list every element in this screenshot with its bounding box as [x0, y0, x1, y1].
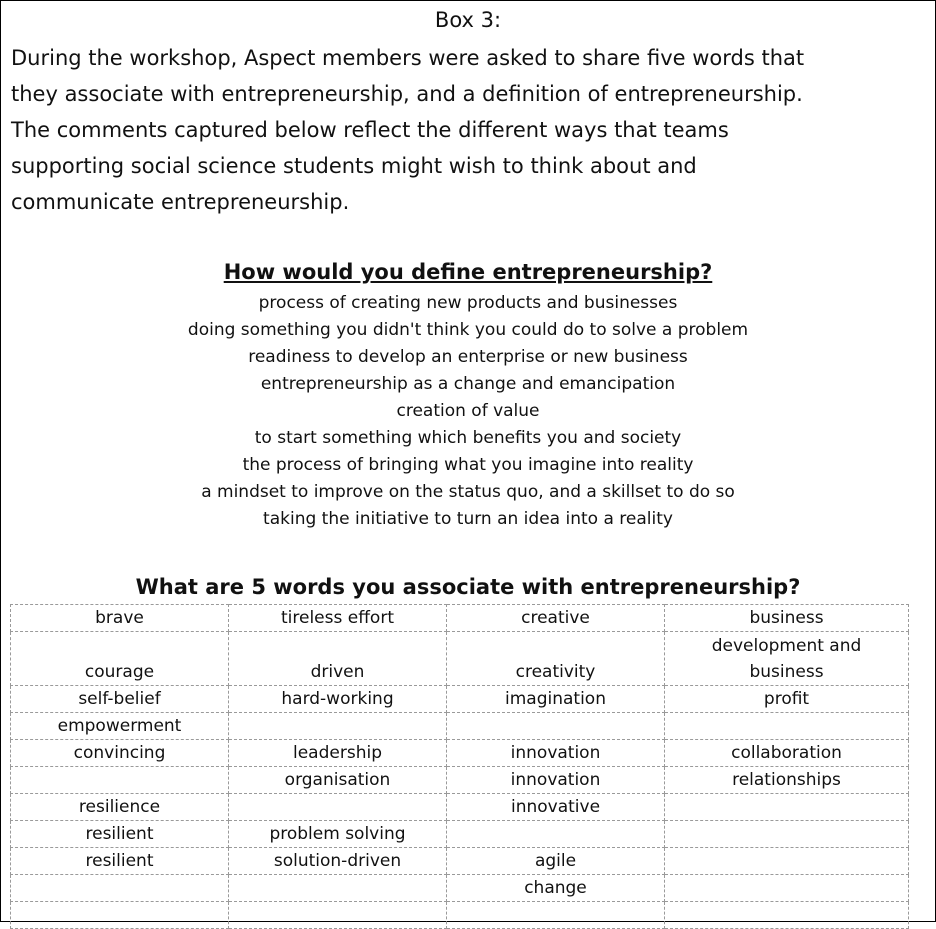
table-cell: [665, 632, 909, 686]
definition-item: doing something you didn't think you could do to solve a problem: [187, 320, 749, 340]
words-heading: What are 5 words you associate with entrepreneurship?: [135, 575, 801, 599]
table-row: [11, 902, 909, 929]
table-cell: [11, 902, 229, 929]
table-cell: [665, 794, 909, 821]
table-cell: driven: [229, 632, 447, 686]
table-cell: organisation: [229, 767, 447, 794]
intro-line: supporting social science students might wish to think about and: [11, 154, 697, 178]
table-cell: self-belief: [11, 686, 229, 713]
table-cell: [229, 875, 447, 902]
table-cell: resilience: [11, 794, 229, 821]
table-cell: [11, 875, 229, 902]
table-row: [11, 848, 909, 875]
table-cell: courage: [11, 632, 229, 686]
definition-item: taking the initiative to turn an idea into a reality: [263, 509, 673, 529]
table-cell: creative: [447, 605, 665, 632]
table-row: [11, 740, 909, 767]
table-cell: brave: [11, 605, 229, 632]
table-cell: [665, 875, 909, 902]
table-cell: change: [447, 875, 665, 902]
definition-item: a mindset to improve on the status quo, and a skillset to do so: [201, 482, 735, 502]
intro-line: During the workshop, Aspect members were asked to share five words that: [11, 46, 805, 70]
definition-item: to start something which benefits you and society: [254, 428, 682, 448]
table-row: [11, 875, 909, 902]
intro-line: they associate with entrepreneurship, and a definition of entrepreneurship.: [11, 82, 803, 106]
definition-item: process of creating new products and businesses: [258, 293, 678, 313]
table-cell: [229, 902, 447, 929]
table-cell: agile: [447, 848, 665, 875]
table-cell: hard-working: [229, 686, 447, 713]
table-cell: [665, 713, 909, 740]
table-cell: resilient: [11, 848, 229, 875]
table-row: [11, 632, 909, 686]
table-cell: [447, 821, 665, 848]
table-row: [11, 767, 909, 794]
definition-item: readiness to develop an enterprise or new business: [248, 347, 688, 367]
table-cell: [229, 794, 447, 821]
box-title: Box 3:: [434, 8, 502, 32]
table-cell: imagination: [447, 686, 665, 713]
table-cell: innovation: [447, 740, 665, 767]
table-cell: resilient: [11, 821, 229, 848]
intro-paragraph: [11, 40, 926, 220]
words-table: [10, 604, 909, 929]
table-cell: relationships: [665, 767, 909, 794]
table-cell: tireless effort: [229, 605, 447, 632]
table-cell: creativity: [447, 632, 665, 686]
table-cell: innovative: [447, 794, 665, 821]
table-cell: [447, 713, 665, 740]
intro-line: communicate entrepreneurship.: [11, 190, 350, 214]
definition-item: entrepreneurship as a change and emancipation: [260, 374, 676, 394]
cell-line: development and: [711, 636, 862, 656]
table-cell: profit: [665, 686, 909, 713]
table-row: [11, 605, 909, 632]
table-row: [11, 794, 909, 821]
table-cell: collaboration: [665, 740, 909, 767]
table-cell: [665, 848, 909, 875]
table-cell: empowerment: [11, 713, 229, 740]
definition-heading: How would you define entrepreneurship?: [223, 260, 713, 284]
table-cell: innovation: [447, 767, 665, 794]
table-cell: [665, 902, 909, 929]
table-cell: [11, 767, 229, 794]
table-cell: convincing: [11, 740, 229, 767]
definitions-list: [0, 290, 936, 533]
cell-line: business: [749, 662, 824, 682]
table-cell: [229, 713, 447, 740]
table-cell: [447, 902, 665, 929]
table-row: [11, 686, 909, 713]
table-cell: business: [665, 605, 909, 632]
table-cell: problem solving: [229, 821, 447, 848]
intro-line: The comments captured below reflect the different ways that teams: [11, 118, 729, 142]
definition-item: the process of bringing what you imagine into reality: [242, 455, 694, 475]
table-cell: solution-driven: [229, 848, 447, 875]
table-row: [11, 713, 909, 740]
table-row: [11, 821, 909, 848]
table-cell: leadership: [229, 740, 447, 767]
definition-item: creation of value: [396, 401, 540, 421]
table-cell: [665, 821, 909, 848]
